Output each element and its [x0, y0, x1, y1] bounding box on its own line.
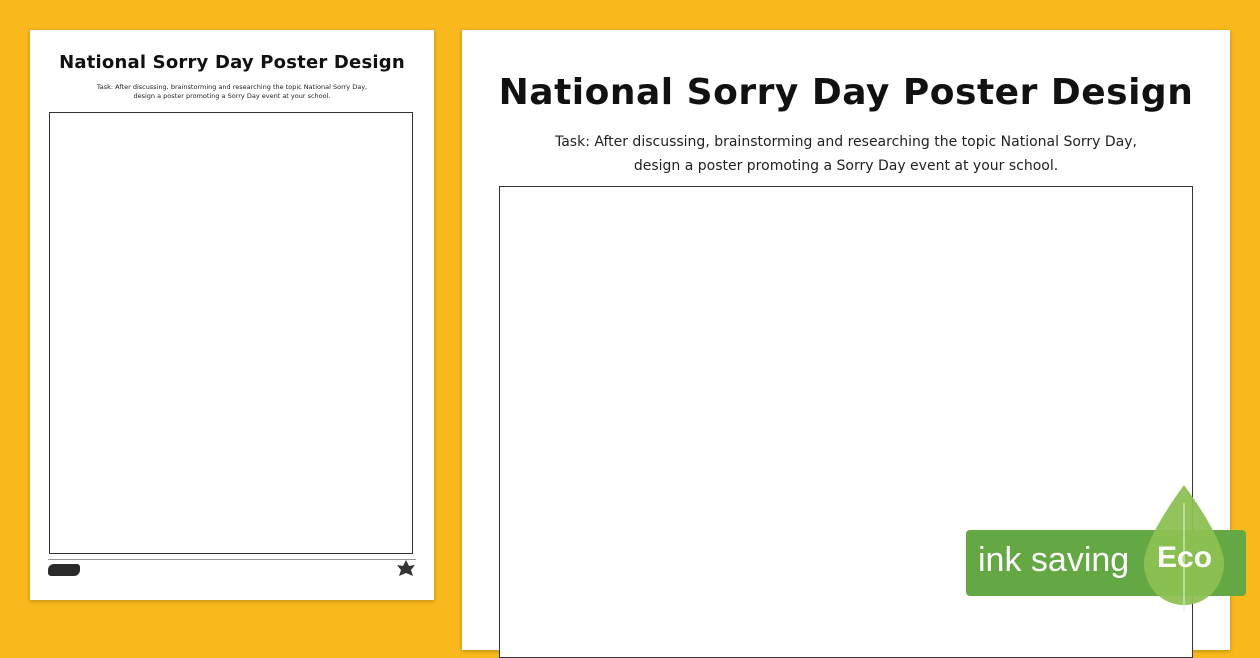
brand-logo-icon — [48, 564, 80, 576]
footer-divider — [48, 559, 416, 560]
task-line-2: design a poster promoting a Sorry Day event at your school. — [633, 158, 1059, 174]
worksheet-title: National Sorry Day Poster Design — [498, 72, 1194, 113]
worksheet-title: National Sorry Day Poster Design — [59, 52, 405, 73]
task-instructions — [30, 83, 434, 101]
task-instructions — [462, 130, 1230, 178]
eco-label: Eco — [1157, 541, 1213, 574]
task-line-1: Task: After discussing, brainstorming and researching the topic National Sorry Day, — [554, 134, 1137, 150]
poster-drawing-area — [49, 112, 413, 554]
task-line-2: design a poster promoting a Sorry Day event at your school. — [133, 92, 331, 100]
leaf-icon — [396, 559, 416, 577]
worksheet-preview-small — [30, 30, 434, 600]
task-line-1: Task: After discussing, brainstorming and researching the topic National Sorry Day, — [96, 83, 368, 91]
ink-saving-label: ink saving — [978, 541, 1130, 579]
